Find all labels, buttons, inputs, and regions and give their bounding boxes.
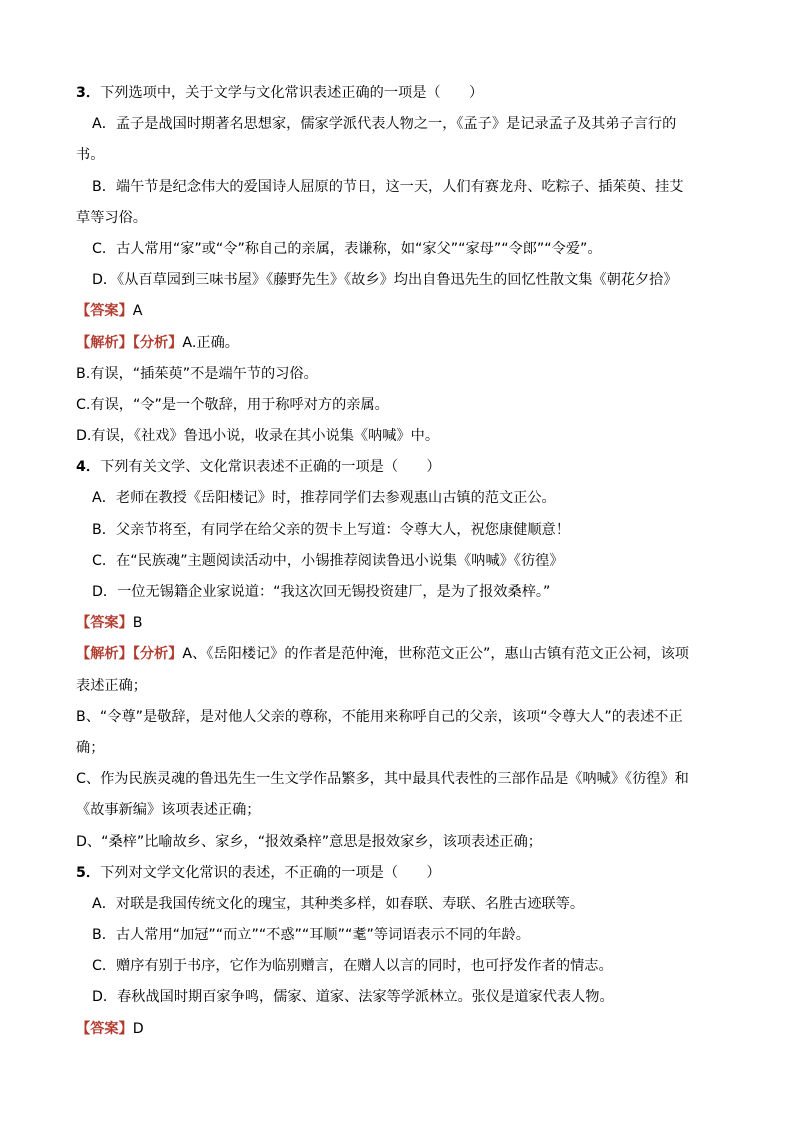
question-3-analysis-line-1: [76, 328, 724, 359]
question-4-analysis-line-3: B、“令尊”是敬辞，是对他人父亲的尊称，不能用来称呼自己的父亲，该项“令尊大人”的表述不正: [76, 708, 683, 725]
question-4-answer: [76, 608, 724, 639]
fenxi-label: 【分析】: [132, 646, 183, 663]
question-3-option-a-line-2: 书。: [76, 147, 105, 164]
question-5-answer: [76, 1014, 724, 1045]
question-3-analysis-line-4: D.有误，《社戏》鲁迅小说，收录在其小说集《呐喊》中。: [76, 428, 440, 445]
question-3-option-d: D．《从百草园到三味书屋》《藤野先生》《故乡》均出自鲁迅先生的回忆性散文集《朝花夕拾》: [92, 272, 678, 289]
question-4-analysis-line-2: 表述正确；: [76, 677, 147, 694]
question-3-option-c: C．古人常用“家”或“令”称自己的亲属，表谦称，如“家父”“家母”“令郎”“令爱”。: [92, 240, 602, 257]
question-3-option-b-line-1: B．端午节是纪念伟大的爱国诗人屈原的节日，这一天，人们有赛龙舟、吃粽子、插茱萸、挂艾: [92, 178, 684, 195]
question-3-option-a-line-1: A．孟子是战国时期著名思想家，儒家学派代表人物之一，《孟子》是记录孟子及其弟子言行的: [92, 116, 677, 133]
question-5-option-b: B．古人常用“加冠”“而立”“不惑”“耳顺”“耄”等词语表示不同的年龄。: [92, 927, 530, 944]
question-3-text: 下列选项中，关于文学与文化常识表述正确的一项是（ ）: [100, 85, 484, 101]
question-4-analysis-line-1: [76, 639, 724, 670]
answer-value: D: [132, 1020, 144, 1037]
question-3-analysis-line-3: C.有误，“令”是一个敬辞，用于称呼对方的亲属。: [76, 396, 389, 413]
fenxi-label: 【分析】: [132, 334, 183, 351]
question-4-analysis-line-7: D、“桑梓”比喻故乡、家乡，“报效桑梓”意思是报效家乡，该项表述正确；: [76, 833, 542, 850]
question-4-text: 下列有关文学、文化常识表述不正确的一项是（ ）: [100, 459, 441, 476]
question-4-option-b: B．父亲节将至，有同学在给父亲的贺卡上写道：令尊大人，祝您康健顺意！: [92, 521, 570, 538]
question-3-option-b-line-2: 草等习俗。: [76, 209, 147, 226]
question-5-option-c: C．赠序有别于书序，它作为临别赠言，在赠人以言的同时，也可抒发作者的情志。: [92, 958, 613, 975]
answer-value: B: [132, 615, 143, 632]
question-5-option-d: D．春秋战国时期百家争鸣，儒家、道家、法家等学派林立。张仪是道家代表人物。: [92, 989, 614, 1006]
answer-label: 【答案】: [76, 303, 133, 320]
question-5-number: 5．: [76, 864, 101, 881]
answer-value: A: [132, 303, 143, 320]
analysis-text: A、《岳阳楼记》的作者是范仲淹，世称范文正公”，惠山古镇有范文正公祠，该项: [182, 646, 689, 663]
question-5-option-a: A．对联是我国传统文化的瑰宝，其种类多样，如春联、寿联、名胜古迹联等。: [92, 895, 585, 912]
answer-label: 【答案】: [76, 615, 133, 632]
question-4-analysis-line-4: 确；: [76, 739, 105, 756]
question-4-option-d: D．一位无锡籍企业家说道：“我这次回无锡投资建厂，是为了报效桑梓。”: [92, 584, 551, 600]
question-3-number: 3．: [76, 85, 101, 101]
analysis-label: 【解析】: [76, 334, 133, 351]
analysis-label: 【解析】: [76, 646, 133, 663]
question-5-stem: [76, 858, 724, 889]
question-4-analysis-line-5: C、作为民族灵魂的鲁迅先生一生文学作品繁多，其中最具代表性的三部作品是《呐喊》《彷徨》和: [76, 771, 689, 788]
question-3-stem: [76, 78, 724, 109]
question-4-option-c: C．在“民族魂”主题阅读活动中，小锡推荐阅读鲁迅小说集《呐喊》《彷徨》: [92, 552, 564, 569]
question-4-number: 4．: [76, 459, 101, 476]
analysis-text: A.正确。: [182, 334, 239, 351]
question-3-answer: [76, 296, 724, 327]
question-4-analysis-line-6: 《故事新编》该项表述正确；: [76, 802, 261, 819]
question-4-option-a: A．老师在教授《岳阳楼记》时，推荐同学们去参观惠山古镇的范文正公。: [92, 490, 556, 507]
question-5-text: 下列对文学文化常识的表述，不正确的一项是（ ）: [100, 864, 441, 881]
question-4-stem: [76, 452, 724, 483]
document-page: [76, 78, 724, 1045]
answer-label: 【答案】: [76, 1020, 133, 1037]
question-3-analysis-line-2: B.有误，“插茱萸”不是端午节的习俗。: [76, 365, 318, 382]
